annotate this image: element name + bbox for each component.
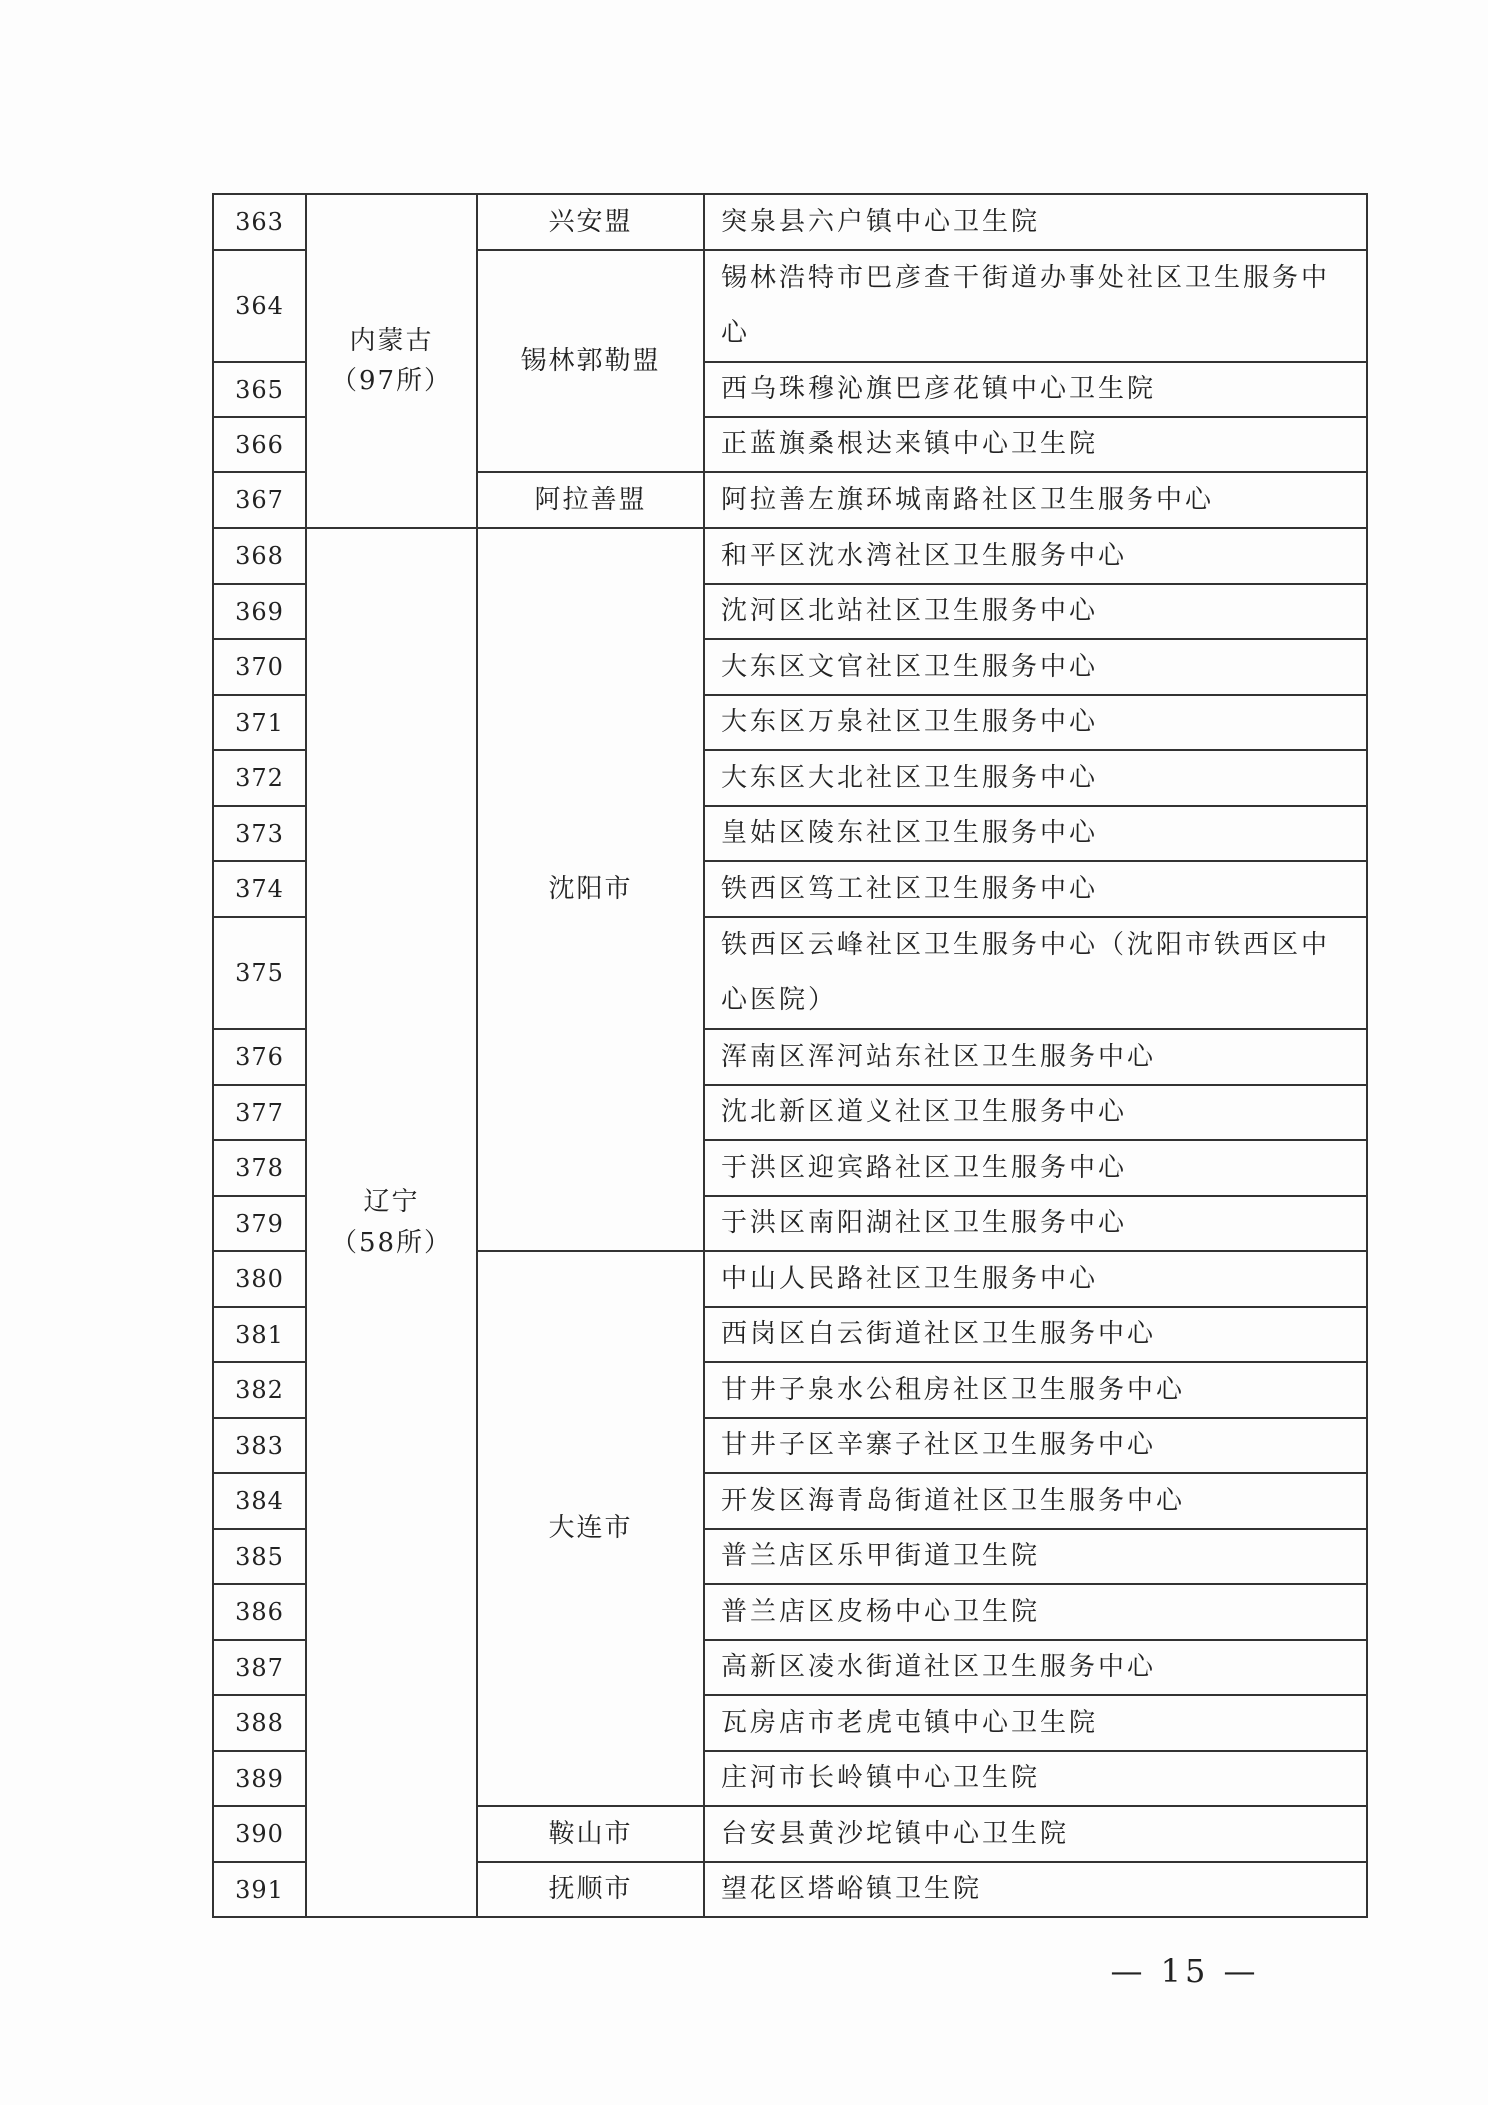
row-number: 381	[213, 1307, 306, 1362]
city-cell: 鞍山市	[477, 1806, 704, 1862]
institution-name: 甘井子泉水公租房社区卫生服务中心	[704, 1362, 1367, 1418]
row-number: 368	[213, 528, 306, 584]
institution-name: 皇姑区陵东社区卫生服务中心	[704, 806, 1367, 861]
row-number: 376	[213, 1029, 306, 1085]
row-number: 375	[213, 917, 306, 1029]
row-number: 389	[213, 1751, 306, 1806]
city-cell: 大连市	[477, 1251, 704, 1806]
row-number: 383	[213, 1418, 306, 1473]
row-number: 391	[213, 1862, 306, 1917]
page-number: — 15 —	[1110, 1952, 1260, 1990]
row-number: 373	[213, 806, 306, 861]
row-number: 374	[213, 861, 306, 917]
institution-name: 于洪区南阳湖社区卫生服务中心	[704, 1196, 1367, 1251]
institution-name: 中山人民路社区卫生服务中心	[704, 1251, 1367, 1307]
institution-name: 沈北新区道义社区卫生服务中心	[704, 1085, 1367, 1140]
institution-name: 瓦房店市老虎屯镇中心卫生院	[704, 1695, 1367, 1751]
institution-name: 西乌珠穆沁旗巴彦花镇中心卫生院	[704, 362, 1367, 417]
institution-name: 和平区沈水湾社区卫生服务中心	[704, 528, 1367, 584]
row-number: 387	[213, 1640, 306, 1695]
table-row	[213, 194, 1367, 250]
row-number: 367	[213, 472, 306, 528]
institution-name: 高新区凌水街道社区卫生服务中心	[704, 1640, 1367, 1695]
city-cell: 阿拉善盟	[477, 472, 704, 528]
row-number: 385	[213, 1529, 306, 1584]
institution-name: 阿拉善左旗环城南路社区卫生服务中心	[704, 472, 1367, 528]
row-number: 364	[213, 250, 306, 362]
institution-name: 铁西区笃工社区卫生服务中心	[704, 861, 1367, 917]
institution-name: 望花区塔峪镇卫生院	[704, 1862, 1367, 1917]
institution-name: 西岗区白云街道社区卫生服务中心	[704, 1307, 1367, 1362]
row-number: 379	[213, 1196, 306, 1251]
province-count: （58所）	[330, 1227, 453, 1258]
row-number: 390	[213, 1806, 306, 1862]
row-number: 384	[213, 1473, 306, 1529]
institution-name: 锡林浩特市巴彦查干街道办事处社区卫生服务中心	[704, 250, 1367, 362]
province-cell	[306, 528, 477, 1917]
institution-name: 甘井子区辛寨子社区卫生服务中心	[704, 1418, 1367, 1473]
institution-name: 铁西区云峰社区卫生服务中心（沈阳市铁西区中心医院）	[704, 917, 1367, 1029]
institution-name: 开发区海青岛街道社区卫生服务中心	[704, 1473, 1367, 1529]
row-number: 388	[213, 1695, 306, 1751]
institution-name: 大东区万泉社区卫生服务中心	[704, 695, 1367, 750]
row-number: 386	[213, 1584, 306, 1640]
row-number: 363	[213, 194, 306, 250]
table-row	[213, 528, 1367, 584]
province-name: 内蒙古	[349, 325, 434, 356]
institution-name: 普兰店区皮杨中心卫生院	[704, 1584, 1367, 1640]
row-number: 366	[213, 417, 306, 472]
institution-name: 庄河市长岭镇中心卫生院	[704, 1751, 1367, 1806]
city-cell: 抚顺市	[477, 1862, 704, 1917]
institution-name: 于洪区迎宾路社区卫生服务中心	[704, 1140, 1367, 1196]
institution-name: 沈河区北站社区卫生服务中心	[704, 584, 1367, 639]
city-cell: 兴安盟	[477, 194, 704, 250]
row-number: 369	[213, 584, 306, 639]
city-cell: 沈阳市	[477, 528, 704, 1251]
institution-name: 大东区文官社区卫生服务中心	[704, 639, 1367, 695]
institution-name: 大东区大北社区卫生服务中心	[704, 750, 1367, 806]
row-number: 377	[213, 1085, 306, 1140]
institution-name: 普兰店区乐甲街道卫生院	[704, 1529, 1367, 1584]
institution-table	[212, 193, 1368, 1918]
row-number: 378	[213, 1140, 306, 1196]
institution-name: 浑南区浑河站东社区卫生服务中心	[704, 1029, 1367, 1085]
row-number: 382	[213, 1362, 306, 1418]
row-number: 365	[213, 362, 306, 417]
row-number: 371	[213, 695, 306, 750]
row-number: 372	[213, 750, 306, 806]
province-cell	[306, 194, 477, 528]
province-count: （97所）	[330, 366, 453, 396]
city-cell: 锡林郭勒盟	[477, 250, 704, 472]
province-name: 辽宁	[363, 1187, 420, 1217]
institution-name: 正蓝旗桑根达来镇中心卫生院	[704, 417, 1367, 472]
row-number: 380	[213, 1251, 306, 1307]
institution-name: 突泉县六户镇中心卫生院	[704, 194, 1367, 250]
institution-name: 台安县黄沙坨镇中心卫生院	[704, 1806, 1367, 1862]
row-number: 370	[213, 639, 306, 695]
